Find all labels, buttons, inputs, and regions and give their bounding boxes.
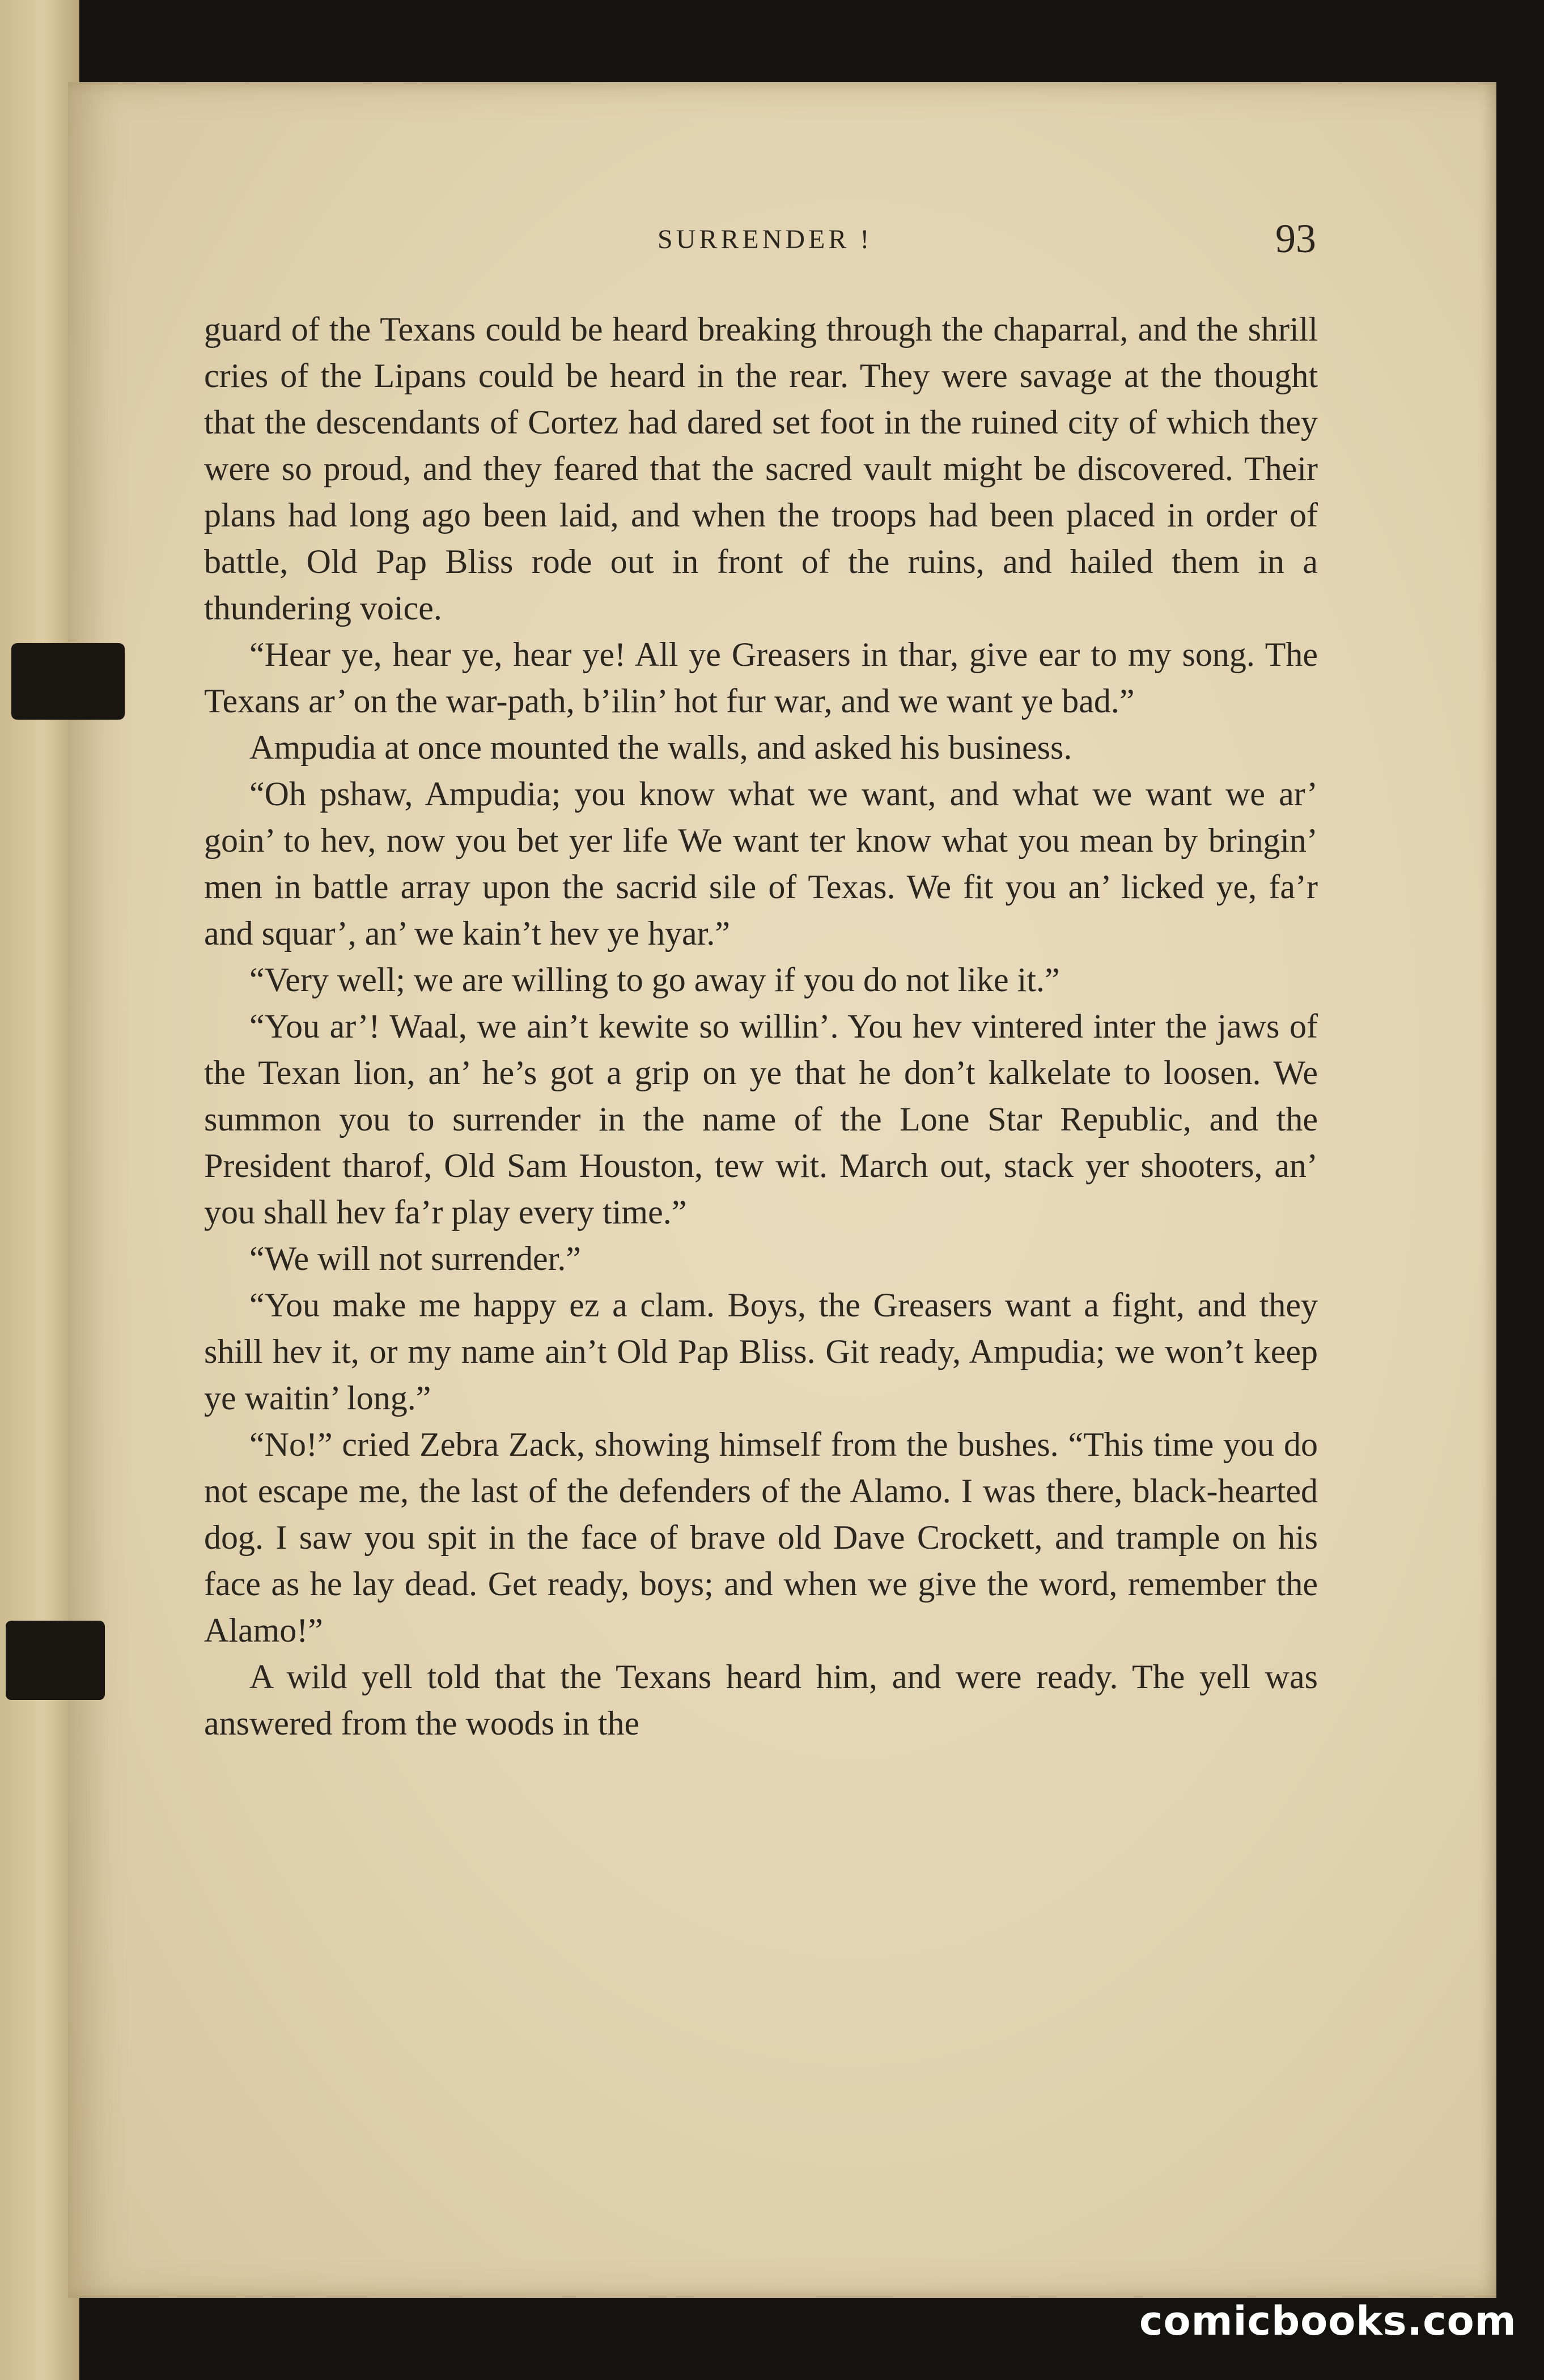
paragraph: Ampudia at once mounted the walls, and asked his business. bbox=[249, 729, 1072, 766]
running-head: SURRENDER ! bbox=[658, 224, 873, 254]
body-text bbox=[204, 306, 1318, 1746]
page-number: 93 bbox=[1275, 216, 1316, 261]
paragraph: A wild yell told that the Texans heard him, and were ready. The yell was answered from the woods in the bbox=[204, 1658, 1318, 1742]
paragraph: “You ar’! Waal, we ain’t kewite so willin’. You hev vintered inter the jaws of the Texan lion, an’ he’s got a grip on ye that he don’t kalkelate to loosen. We summon you to surrender in the name of the Lone Star Republic, and the President tharof, Old Sam Houston, tew wit. March out, stack yer shooters, an’ you shall hev fa’r play every time.” bbox=[204, 1008, 1318, 1231]
paragraph: “You make me happy ez a clam. Boys, the Greasers want a fight, and they shill hev it, or my name ain’t Old Pap Bliss. Git ready, Ampudia; we won’t keep ye waitin’ long.” bbox=[204, 1286, 1318, 1417]
paragraph: “We will not surrender.” bbox=[249, 1240, 581, 1277]
paragraph: “Very well; we are willing to go away if you do not like it.” bbox=[249, 961, 1060, 998]
binding-gutter bbox=[0, 0, 79, 2380]
paragraph: guard of the Texans could be heard breaking through the chaparral, and the shrill cries of the Lipans could be heard in the rear. They were savage at the thought that the descendants of Cortez had dared set foot in the ruined city of which they were so proud, and they feared that the sacred vault might be discovered. Their plans had long ago been laid, and when the troops had been placed in order of battle, Old Pap Bliss rode out in front of the ruins, and hailed them in a thundering voice. bbox=[204, 311, 1318, 627]
paragraph: “Oh pshaw, Ampudia; you know what we want, and what we want we ar’ goin’ to hev, now you bet yer life We want ter know what you mean by bringin’ men in battle array upon the sacrid sile of Texas. We fit you an’ licked ye, fa’r and squar’, an’ we kain’t hev ye hyar.” bbox=[204, 775, 1318, 952]
watermark: comicbooks.com bbox=[1139, 2298, 1517, 2344]
paragraph: “Hear ye, hear ye, hear ye! All ye Greasers in thar, give ear to my song. The Texans ar’ on the war-path, b’ilin’ hot fur war, and we want ye bad.” bbox=[204, 636, 1318, 720]
binding-hole-lower bbox=[6, 1621, 105, 1700]
binding-hole-upper bbox=[11, 643, 125, 720]
paragraph: “No!” cried Zebra Zack, showing himself from the bushes. “This time you do not escape me, the last of the defenders of the Alamo. I was there, black-hearted dog. I saw you spit in the face of brave old Dave Crockett, and trample on his face as he lay dead. Get ready, boys; and when we give the word, remember the Alamo!” bbox=[204, 1426, 1318, 1649]
